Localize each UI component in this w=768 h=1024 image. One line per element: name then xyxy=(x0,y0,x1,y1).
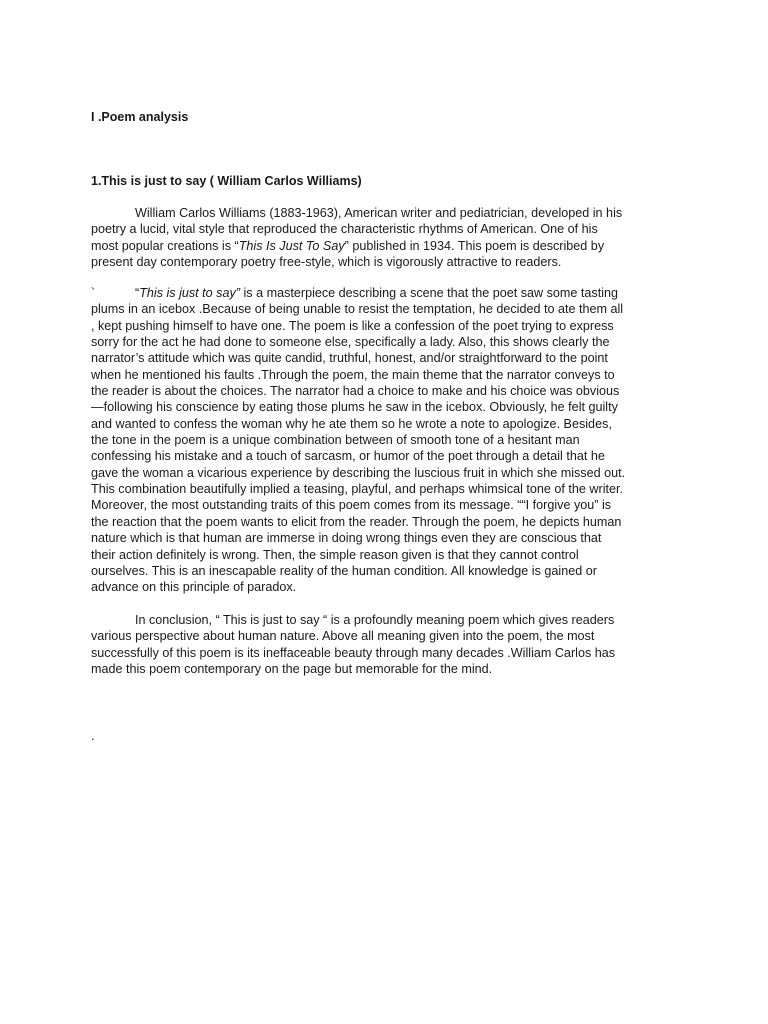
paragraph-line: ` “This is just to say” is a masterpiece describing a scene that the poet saw some tasting xyxy=(91,286,618,300)
paragraph-line: made this poem contemporary on the page but memorable for the mind. xyxy=(91,662,493,677)
paragraph-line: poetry a lucid, vital style that reproduced the characteristic rhythms of American. One of his xyxy=(91,222,598,237)
paragraph-line: In conclusion, “ This is just to say “ is a profoundly meaning poem which gives readers xyxy=(135,613,615,627)
paragraph-line: various perspective about human nature. Above all meaning given into the poem, the most xyxy=(91,629,595,644)
trailing-mark: . xyxy=(91,729,95,743)
paragraph-introduction xyxy=(91,205,691,270)
paragraph-line: nature which is that human are immerse in doing wrong things even they are conscious that xyxy=(91,531,602,546)
paragraph-line: narrator’s attitude which was quite candid, truthful, honest, and/or straightforward to the point xyxy=(91,351,608,366)
paragraph-line: the reaction that the poem wants to elicit from the reader. Through the poem, he depicts human xyxy=(91,514,622,529)
paragraph-line: most popular creations is “This Is Just To Say” published in 1934. This poem is described by xyxy=(91,238,605,253)
section-heading: I .Poem analysis xyxy=(91,110,189,124)
paragraph-line: advance on this principle of paradox. xyxy=(91,580,297,595)
paragraph-analysis xyxy=(91,285,691,596)
paragraph-line: ourselves. This is an inescapable reality of the human condition. All knowledge is gained or xyxy=(91,563,597,578)
paragraph-line: sorry for the act he had done to someone else, specifically a lady. Also, this shows clearly the xyxy=(91,335,610,350)
stray-mark: ` xyxy=(91,286,96,300)
paragraph-line: This combination beautifully implied a teasing, playful, and perhaps whimsical tone of the writer. xyxy=(91,482,624,497)
paragraph-line: the reader is about the choices. The narrator had a choice to make and his choice was obvious xyxy=(91,384,620,399)
paragraph-line: successfully of this poem is its ineffaceable beauty through many decades .William Carlos has xyxy=(91,645,616,660)
poem-title-italic: This is just to say” xyxy=(139,286,240,300)
paragraph-line: their action definitely is wrong. Then, the simple reason given is that they cannot control xyxy=(91,547,579,562)
subsection-heading: 1.This is just to say ( William Carlos Williams) xyxy=(91,174,362,188)
paragraph-line: confessing his mistake and a touch of sarcasm, or humor of the poet through a detail that he xyxy=(91,449,605,464)
paragraph-line: when he mentioned his faults .Through the poem, the main theme that the narrator conveys to xyxy=(91,367,615,382)
poem-title-italic: This Is Just To Say xyxy=(238,238,345,253)
paragraph-conclusion xyxy=(91,612,691,677)
paragraph-line: —following his conscience by eating those plums he saw in the icebox. Obviously, he felt guilty xyxy=(91,400,618,415)
paragraph-line: Moreover, the most outstanding traits of this poem comes from its message. ““I forgive you” is xyxy=(91,498,612,513)
paragraph-line: gave the woman a vicarious experience by describing the luscious fruit in which she missed out. xyxy=(91,465,626,480)
paragraph-line: plums in an icebox .Because of being unable to resist the temptation, he decided to ate them all xyxy=(91,302,624,317)
paragraph-line: , kept pushing himself to have one. The poem is like a confession of the poet trying to express xyxy=(91,318,614,333)
paragraph-line: present day contemporary poetry free-style, which is vigorously attractive to readers. xyxy=(91,255,562,270)
paragraph-line: William Carlos Williams (1883-1963), American writer and pediatrician, developed in his xyxy=(135,206,623,220)
paragraph-line: and wanted to confess the woman why he ate them so he wrote a note to apologize. Besides, xyxy=(91,416,612,431)
paragraph-line: the tone in the poem is a unique combination between of smooth tone of a hesitant man xyxy=(91,433,580,448)
